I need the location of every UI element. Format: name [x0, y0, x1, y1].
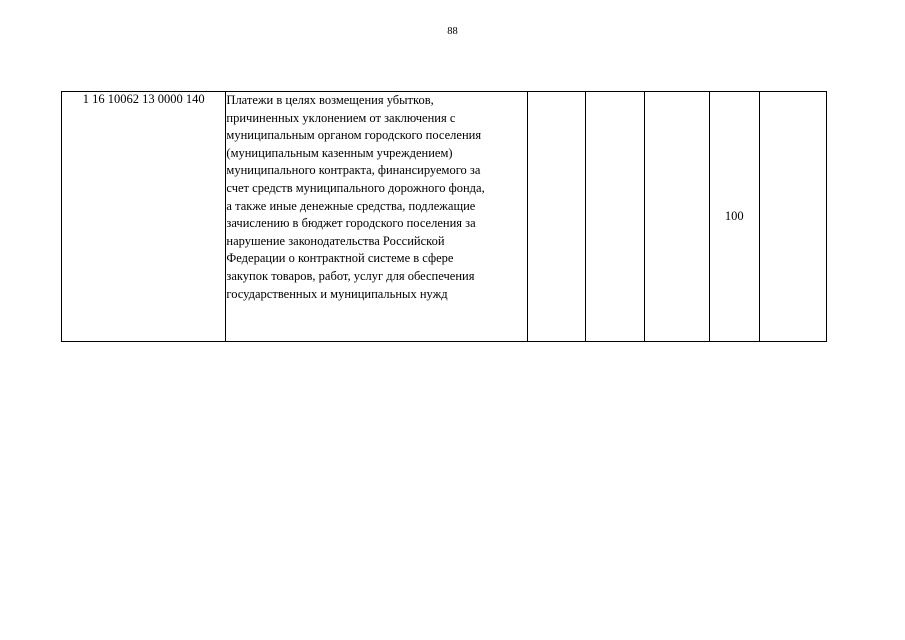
empty-cell	[759, 92, 826, 342]
description-line: причиненных уклонением от заключения с	[226, 110, 456, 125]
income-code-cell: 1 16 10062 13 0000 140	[62, 92, 226, 342]
description-line: закупок товаров, работ, услуг для обеспечения	[226, 268, 475, 283]
budget-income-table	[61, 91, 827, 342]
empty-cell	[645, 92, 709, 342]
description-line: а также иные денежные средства, подлежащие	[226, 198, 476, 213]
page-number: 88	[447, 26, 458, 37]
description-line: муниципальным органом городского поселения	[226, 128, 482, 143]
empty-cell	[528, 92, 586, 342]
description-line: Федерации о контрактной системе в сфере	[226, 251, 454, 266]
description-line: зачислению в бюджет городского поселения за	[226, 216, 476, 231]
description-line: Платежи в целях возмещения убытков,	[226, 93, 434, 107]
description-line: счет средств муниципального дорожного фонда,	[226, 180, 485, 195]
description-line: государственных и муниципальных нужд	[226, 286, 448, 301]
table-row	[62, 92, 827, 342]
description-line: нарушение законодательства Российской	[226, 233, 445, 248]
empty-cell	[586, 92, 645, 342]
standard-value-cell: 100	[709, 92, 759, 342]
income-description-cell	[226, 92, 528, 342]
description-line: муниципального контракта, финансируемого за	[226, 163, 481, 178]
description-line: (муниципальным казенным учреждением)	[226, 145, 453, 160]
